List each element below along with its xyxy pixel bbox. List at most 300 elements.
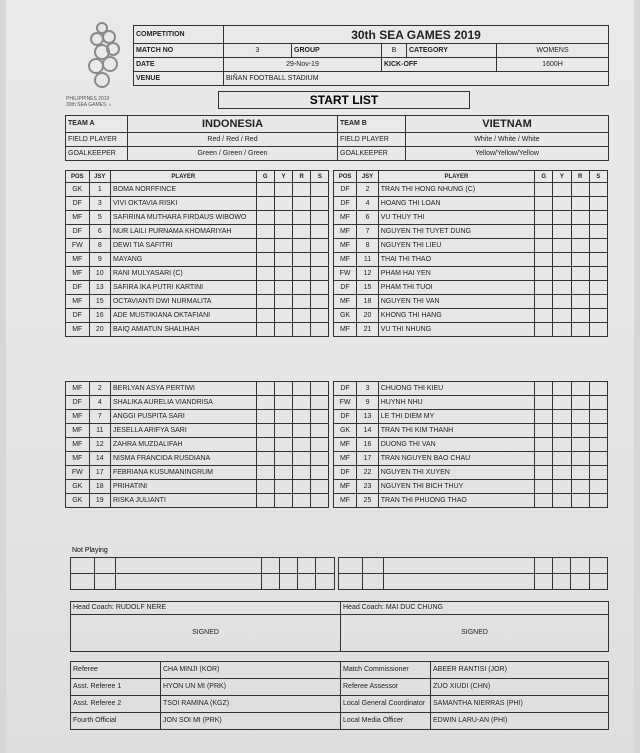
stat-r-cell [571, 309, 589, 323]
stat-y-cell [274, 309, 292, 323]
player-jsy: 14 [357, 424, 378, 438]
player-name: RANI MULYASARI (C) [110, 267, 256, 281]
team-b-field-colors: White / White / White [406, 133, 609, 147]
table-row [66, 410, 608, 424]
stat-y-cell [553, 438, 571, 452]
stat-g-cell [535, 494, 553, 508]
stat-r-cell [571, 239, 589, 253]
stat-y-cell [274, 424, 292, 438]
stat-g-cell [256, 281, 274, 295]
official-role-2: Referee Assessor [341, 679, 431, 696]
date-label: DATE [134, 58, 224, 72]
player-name: JESELLA ARIFYA SARI [110, 424, 256, 438]
stat-r-cell [571, 466, 589, 480]
player-jsy: 22 [357, 466, 378, 480]
stat-s-cell [589, 396, 607, 410]
player-jsy: 7 [89, 410, 110, 424]
stat-g-cell [535, 211, 553, 225]
player-jsy: 15 [89, 295, 110, 309]
table-row [66, 281, 608, 295]
player-pos: MF [333, 295, 357, 309]
player-name: FEBRIANA KUSUMANINGRUM [110, 466, 256, 480]
col-s-b: S [589, 171, 607, 183]
stat-s-cell [589, 253, 607, 267]
stat-g-cell [256, 225, 274, 239]
stat-g-cell [256, 424, 274, 438]
stat-s-cell [311, 211, 329, 225]
col-r-b: R [571, 171, 589, 183]
logo-caption-line2: 30th SEA GAMES ☼ [66, 102, 113, 108]
stat-r-cell [293, 309, 311, 323]
player-name: PHAM THI TUOI [378, 281, 534, 295]
col-r-a: R [293, 171, 311, 183]
not-playing-cell [71, 558, 95, 574]
player-name: SHALIKA AURELIA VIANDRISA [110, 396, 256, 410]
stat-r-cell [293, 183, 311, 197]
stat-g-cell [535, 309, 553, 323]
player-jsy: 9 [357, 396, 378, 410]
not-playing-cell [535, 558, 553, 574]
not-playing-cell [571, 574, 589, 590]
stat-s-cell [311, 382, 329, 396]
official-role: Asst. Referee 2 [71, 696, 161, 713]
player-name: SAFIRINA MUTHARA FIRDAUS WIBOWO [110, 211, 256, 225]
player-pos: MF [333, 211, 357, 225]
table-row [66, 197, 608, 211]
stat-g-cell [535, 452, 553, 466]
stat-y-cell [274, 239, 292, 253]
stat-s-cell [311, 183, 329, 197]
col-player-b: PLAYER [378, 171, 534, 183]
stat-g-cell [535, 253, 553, 267]
stat-r-cell [293, 225, 311, 239]
player-jsy: 10 [89, 267, 110, 281]
player-jsy: 6 [89, 225, 110, 239]
player-jsy: 9 [89, 253, 110, 267]
player-name: OCTAVIANTI DWI NURMALITA [110, 295, 256, 309]
official-name: TSOI RAMINA (KGZ) [161, 696, 341, 713]
team-a-name: INDONESIA [128, 116, 338, 133]
stat-y-cell [274, 494, 292, 508]
competition-table [133, 25, 609, 86]
stat-s-cell [589, 239, 607, 253]
player-pos: DF [66, 309, 90, 323]
stat-y-cell [274, 267, 292, 281]
stat-r-cell [293, 382, 311, 396]
col-player-a: PLAYER [110, 171, 256, 183]
stat-g-cell [256, 466, 274, 480]
stat-g-cell [535, 197, 553, 211]
stat-s-cell [589, 382, 607, 396]
stat-y-cell [553, 480, 571, 494]
player-jsy: 17 [357, 452, 378, 466]
player-pos: GK [66, 494, 90, 508]
stat-r-cell [293, 452, 311, 466]
stat-s-cell [311, 281, 329, 295]
category-label: CATEGORY [407, 44, 497, 58]
stat-r-cell [571, 253, 589, 267]
table-row [66, 267, 608, 281]
table-row [66, 466, 608, 480]
player-pos: DF [333, 382, 357, 396]
player-pos: MF [66, 410, 90, 424]
not-playing-row [71, 558, 608, 574]
stat-s-cell [311, 480, 329, 494]
stat-y-cell [274, 410, 292, 424]
stat-g-cell [535, 225, 553, 239]
head-coach-a [71, 602, 341, 615]
stat-s-cell [589, 295, 607, 309]
not-playing-cell [338, 558, 362, 574]
officials-table [70, 661, 609, 730]
stat-y-cell [274, 438, 292, 452]
stat-r-cell [571, 396, 589, 410]
stat-g-cell [256, 452, 274, 466]
sea-games-logo [84, 22, 124, 92]
not-playing-body [71, 558, 608, 590]
head-coach-b-label: Head Coach: [343, 604, 384, 611]
stat-r-cell [571, 183, 589, 197]
stat-g-cell [256, 211, 274, 225]
kickoff-label: KICK-OFF [382, 58, 497, 72]
not-playing-cell [298, 558, 316, 574]
table-row [66, 323, 608, 337]
player-name: PRIHATINI [110, 480, 256, 494]
stat-s-cell [589, 323, 607, 337]
stat-s-cell [589, 438, 607, 452]
player-jsy: 17 [89, 466, 110, 480]
player-pos: GK [66, 183, 90, 197]
official-role: Asst. Referee 1 [71, 679, 161, 696]
player-jsy: 18 [89, 480, 110, 494]
stat-g-cell [256, 396, 274, 410]
table-row [66, 253, 608, 267]
player-name: NUR LAILI PURNAMA KHOMARIYAH [110, 225, 256, 239]
stat-y-cell [274, 225, 292, 239]
official-role-2: Match Commissioner [341, 662, 431, 679]
officials-body [71, 662, 609, 730]
stat-r-cell [293, 211, 311, 225]
team-b-name: VIETNAM [406, 116, 609, 133]
stat-y-cell [553, 410, 571, 424]
official-name-2: ZUO XIUDI (CHN) [431, 679, 609, 696]
signed-b: SIGNED [341, 615, 609, 652]
stat-y-cell [553, 281, 571, 295]
player-pos: MF [66, 438, 90, 452]
stat-y-cell [274, 396, 292, 410]
player-jsy: 20 [357, 309, 378, 323]
stat-y-cell [274, 466, 292, 480]
official-name-2: ABEER RANTISI (JOR) [431, 662, 609, 679]
player-name: ANGGI PUSPITA SARI [110, 410, 256, 424]
player-jsy: 12 [89, 438, 110, 452]
table-row [66, 452, 608, 466]
competition-label: COMPETITION [134, 26, 224, 44]
stat-r-cell [571, 410, 589, 424]
player-pos: FW [333, 396, 357, 410]
not-playing-row [71, 574, 608, 590]
player-name: BAIQ AMIATUN SHALIHAH [110, 323, 256, 337]
stat-y-cell [553, 309, 571, 323]
stat-s-cell [311, 197, 329, 211]
player-name: KHONG THI HANG [378, 309, 534, 323]
not-playing-cell [589, 574, 607, 590]
logo-caption-line1: PHILIPPINES 2019 [66, 96, 110, 102]
match-no-label: MATCH NO [134, 44, 224, 58]
player-jsy: 20 [89, 323, 110, 337]
col-s-a: S [311, 171, 329, 183]
player-jsy: 3 [89, 197, 110, 211]
stat-g-cell [256, 309, 274, 323]
start-list-title: START LIST [218, 91, 470, 109]
team-b-gk-colors: Yellow/Yellow/Yellow [406, 147, 609, 161]
official-role-2: Local General Coordinator [341, 696, 431, 713]
stat-y-cell [274, 197, 292, 211]
player-pos: MF [66, 211, 90, 225]
head-coach-a-label: Head Coach: [73, 604, 114, 611]
stat-g-cell [256, 323, 274, 337]
stat-y-cell [274, 253, 292, 267]
stat-s-cell [589, 452, 607, 466]
player-name: TRAN THI HONG NHUNG (C) [378, 183, 534, 197]
not-playing-cell [553, 558, 571, 574]
player-pos: DF [333, 183, 357, 197]
player-jsy: 8 [89, 239, 110, 253]
stat-g-cell [256, 480, 274, 494]
player-pos: MF [333, 253, 357, 267]
stat-g-cell [535, 239, 553, 253]
player-jsy: 3 [357, 382, 378, 396]
col-jsy-b: JSY [357, 171, 378, 183]
stat-s-cell [311, 253, 329, 267]
starters-table [65, 170, 608, 337]
player-pos: MF [333, 494, 357, 508]
stat-s-cell [589, 480, 607, 494]
official-role-2: Local Media Officer [341, 713, 431, 730]
official-role: Referee [71, 662, 161, 679]
official-name-2: EDWIN LARU-AN (PHI) [431, 713, 609, 730]
player-jsy: 25 [357, 494, 378, 508]
stat-g-cell [535, 466, 553, 480]
official-role: Fourth Official [71, 713, 161, 730]
team-a-gk-colors: Green / Green / Green [128, 147, 338, 161]
stat-g-cell [535, 410, 553, 424]
player-name: HUYNH NHU [378, 396, 534, 410]
not-playing-cell [71, 574, 95, 590]
logo-caption [66, 96, 112, 108]
stat-s-cell [311, 323, 329, 337]
col-pos-b: POS [333, 171, 357, 183]
official-name-2: SAMANTHA NIERRAS (PHI) [431, 696, 609, 713]
player-pos: FW [66, 239, 90, 253]
player-pos: MF [333, 239, 357, 253]
not-playing-cell [316, 574, 334, 590]
table-row [66, 309, 608, 323]
player-jsy: 8 [357, 239, 378, 253]
player-pos: GK [66, 480, 90, 494]
stat-g-cell [256, 197, 274, 211]
stat-s-cell [311, 438, 329, 452]
player-pos: DF [333, 466, 357, 480]
stat-r-cell [293, 494, 311, 508]
stat-y-cell [553, 295, 571, 309]
table-row [66, 382, 608, 396]
stat-s-cell [311, 494, 329, 508]
stat-s-cell [589, 309, 607, 323]
stat-s-cell [589, 466, 607, 480]
player-pos: MF [66, 382, 90, 396]
player-name: CHUONG THI KIEU [378, 382, 534, 396]
player-name: SAFIRA IKA PUTRI KARTINI [110, 281, 256, 295]
player-name: TRAN THI PHUONG THAO [378, 494, 534, 508]
player-name: NGUYEN THI LIEU [378, 239, 534, 253]
stat-s-cell [589, 494, 607, 508]
player-jsy: 5 [89, 211, 110, 225]
official-name: JON SOI MI (PRK) [161, 713, 341, 730]
stat-g-cell [256, 267, 274, 281]
stat-s-cell [589, 197, 607, 211]
player-name: RISKA JULIANTI [110, 494, 256, 508]
stat-s-cell [589, 424, 607, 438]
player-pos: MF [66, 323, 90, 337]
player-name: MAYANG [110, 253, 256, 267]
not-playing-cell [553, 574, 571, 590]
stat-r-cell [571, 267, 589, 281]
not-playing-cell [535, 574, 553, 590]
player-name: BERLYAN ASYA PERTIWI [110, 382, 256, 396]
stat-y-cell [274, 295, 292, 309]
player-jsy: 18 [357, 295, 378, 309]
player-pos: MF [66, 267, 90, 281]
not-playing-cell [298, 574, 316, 590]
player-name: DEWI TIA SAFITRI [110, 239, 256, 253]
stat-g-cell [535, 382, 553, 396]
team-b-gk-label: GOALKEEPER [338, 147, 406, 161]
player-jsy: 4 [89, 396, 110, 410]
stat-r-cell [571, 211, 589, 225]
stat-s-cell [589, 183, 607, 197]
stat-y-cell [553, 239, 571, 253]
stat-s-cell [311, 239, 329, 253]
not-playing-cell [94, 558, 115, 574]
stat-g-cell [535, 480, 553, 494]
player-name: PHAM HAI YEN [378, 267, 534, 281]
not-playing-cell [279, 558, 297, 574]
stat-s-cell [311, 225, 329, 239]
stat-y-cell [553, 382, 571, 396]
stat-g-cell [256, 239, 274, 253]
stat-y-cell [553, 197, 571, 211]
stat-g-cell [256, 494, 274, 508]
player-pos: GK [333, 309, 357, 323]
team-a-field-colors: Red / Red / Red [128, 133, 338, 147]
player-jsy: 23 [357, 480, 378, 494]
stat-r-cell [571, 225, 589, 239]
player-jsy: 13 [357, 410, 378, 424]
stat-y-cell [274, 183, 292, 197]
substitutes-table [65, 381, 608, 508]
coaches-table [70, 601, 609, 652]
not-playing-cell [571, 558, 589, 574]
stat-s-cell [589, 410, 607, 424]
stat-r-cell [293, 295, 311, 309]
not-playing-label: Not Playing [72, 547, 108, 554]
stat-r-cell [571, 452, 589, 466]
player-name: TRAN THI KIM THANH [378, 424, 534, 438]
stat-g-cell [535, 323, 553, 337]
player-pos: DF [333, 281, 357, 295]
official-row [71, 713, 609, 730]
stat-s-cell [589, 267, 607, 281]
not-playing-table [70, 557, 608, 590]
stat-s-cell [311, 309, 329, 323]
stat-y-cell [274, 323, 292, 337]
col-y-a: Y [274, 171, 292, 183]
player-pos: GK [333, 424, 357, 438]
player-pos: MF [66, 424, 90, 438]
stat-y-cell [553, 253, 571, 267]
group-label: GROUP [292, 44, 382, 58]
stat-s-cell [589, 225, 607, 239]
player-jsy: 2 [89, 382, 110, 396]
stat-r-cell [293, 438, 311, 452]
stat-r-cell [571, 295, 589, 309]
stat-r-cell [293, 480, 311, 494]
stat-r-cell [293, 410, 311, 424]
player-jsy: 7 [357, 225, 378, 239]
date-value: 29-Nov-19 [224, 58, 382, 72]
player-name: NGUYEN THI TUYET DUNG [378, 225, 534, 239]
stat-g-cell [256, 410, 274, 424]
table-row [66, 494, 608, 508]
not-playing-cell [316, 558, 334, 574]
signed-a: SIGNED [71, 615, 341, 652]
stat-g-cell [535, 183, 553, 197]
stat-g-cell [256, 382, 274, 396]
stat-y-cell [553, 225, 571, 239]
player-pos: DF [333, 197, 357, 211]
not-playing-cell [383, 574, 534, 590]
table-row [66, 424, 608, 438]
stat-y-cell [553, 466, 571, 480]
table-row [66, 480, 608, 494]
official-row [71, 662, 609, 679]
team-b-label: TEAM B [338, 116, 406, 133]
stat-s-cell [311, 267, 329, 281]
player-name: NGUYEN THI VAN [378, 295, 534, 309]
official-name: CHA MINJI (KOR) [161, 662, 341, 679]
player-jsy: 6 [357, 211, 378, 225]
player-jsy: 2 [357, 183, 378, 197]
player-pos: FW [66, 466, 90, 480]
not-playing-cell [362, 574, 383, 590]
stat-s-cell [311, 424, 329, 438]
stat-y-cell [553, 211, 571, 225]
stat-r-cell [571, 424, 589, 438]
not-playing-cell [261, 574, 279, 590]
player-jsy: 4 [357, 197, 378, 211]
stat-r-cell [571, 438, 589, 452]
venue-value: BIÑAN FOOTBALL STADIUM [224, 72, 609, 86]
player-jsy: 16 [357, 438, 378, 452]
player-jsy: 16 [89, 309, 110, 323]
team-info-table [65, 115, 609, 161]
player-pos: MF [333, 480, 357, 494]
category-value: WOMENS [497, 44, 609, 58]
stat-r-cell [293, 281, 311, 295]
player-name: LE THI DIEM MY [378, 410, 534, 424]
stat-r-cell [571, 382, 589, 396]
